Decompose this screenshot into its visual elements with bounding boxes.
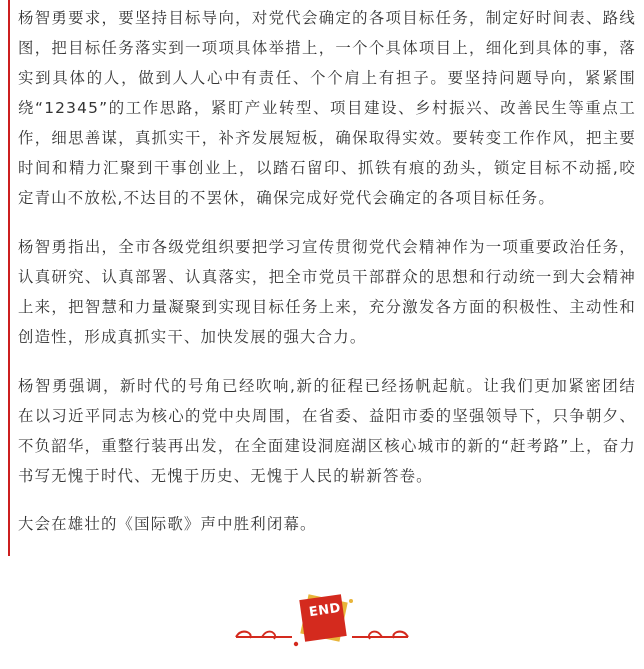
paragraph-4: 大会在雄壮的《国际歌》声中胜利闭幕。 (18, 515, 317, 533)
paragraph-1: 杨智勇要求，要坚持目标导向，对党代会确定的各项目标任务，制定好时间表、路线图，把目标任务落实到一项项具体举措上，一个个具体项目上，细化到具体的事，落实到具体的人，做到人人心中有责任、个个肩上有担子。要坚持问题导向，紧紧围绕“12345”的工作思路，紧盯产业转型、项目建设、乡村振兴、改善民生等重点工作，细思善谋，真抓实干，补齐发展短板，确保取得实效。要转变工作作风，把主要时间和精力汇聚到干事创业上，以踏石留印、抓铁有痕的劲头，锁定目标不动摇,咬定青山不放松,不达目的不罢休，确保完成好党代会确定的各项目标任务。 (18, 9, 636, 207)
paragraph-2: 杨智勇指出，全市各级党组织要把学习宣传贯彻党代会精神作为一项重要政治任务，认真研究、认真部署、认真落实，把全市党员干部群众的思想和行动统一到大会精神上来，把智慧和力量凝聚到实现目标任务上来，充分激发各方面的积极性、主动性和创造性，形成真抓实干、加快发展的强大合力。 (18, 238, 636, 346)
article-body (8, 0, 636, 539)
end-label: END (308, 600, 342, 621)
left-accent-bar (8, 0, 10, 556)
paragraph-3: 杨智勇强调，新时代的号角已经吹响,新的征程已经扬帆起航。让我们更加紧密团结在以习近平同志为核心的党中央周围，在省委、益阳市委的坚强领导下，只争朝夕、不负韶华，重整行装再出发，在全面建设洞庭湖区核心城市的新的“赶考路”上，奋力书写无愧于时代、无愧于历史、无愧于人民的崭新答卷。 (18, 377, 636, 485)
